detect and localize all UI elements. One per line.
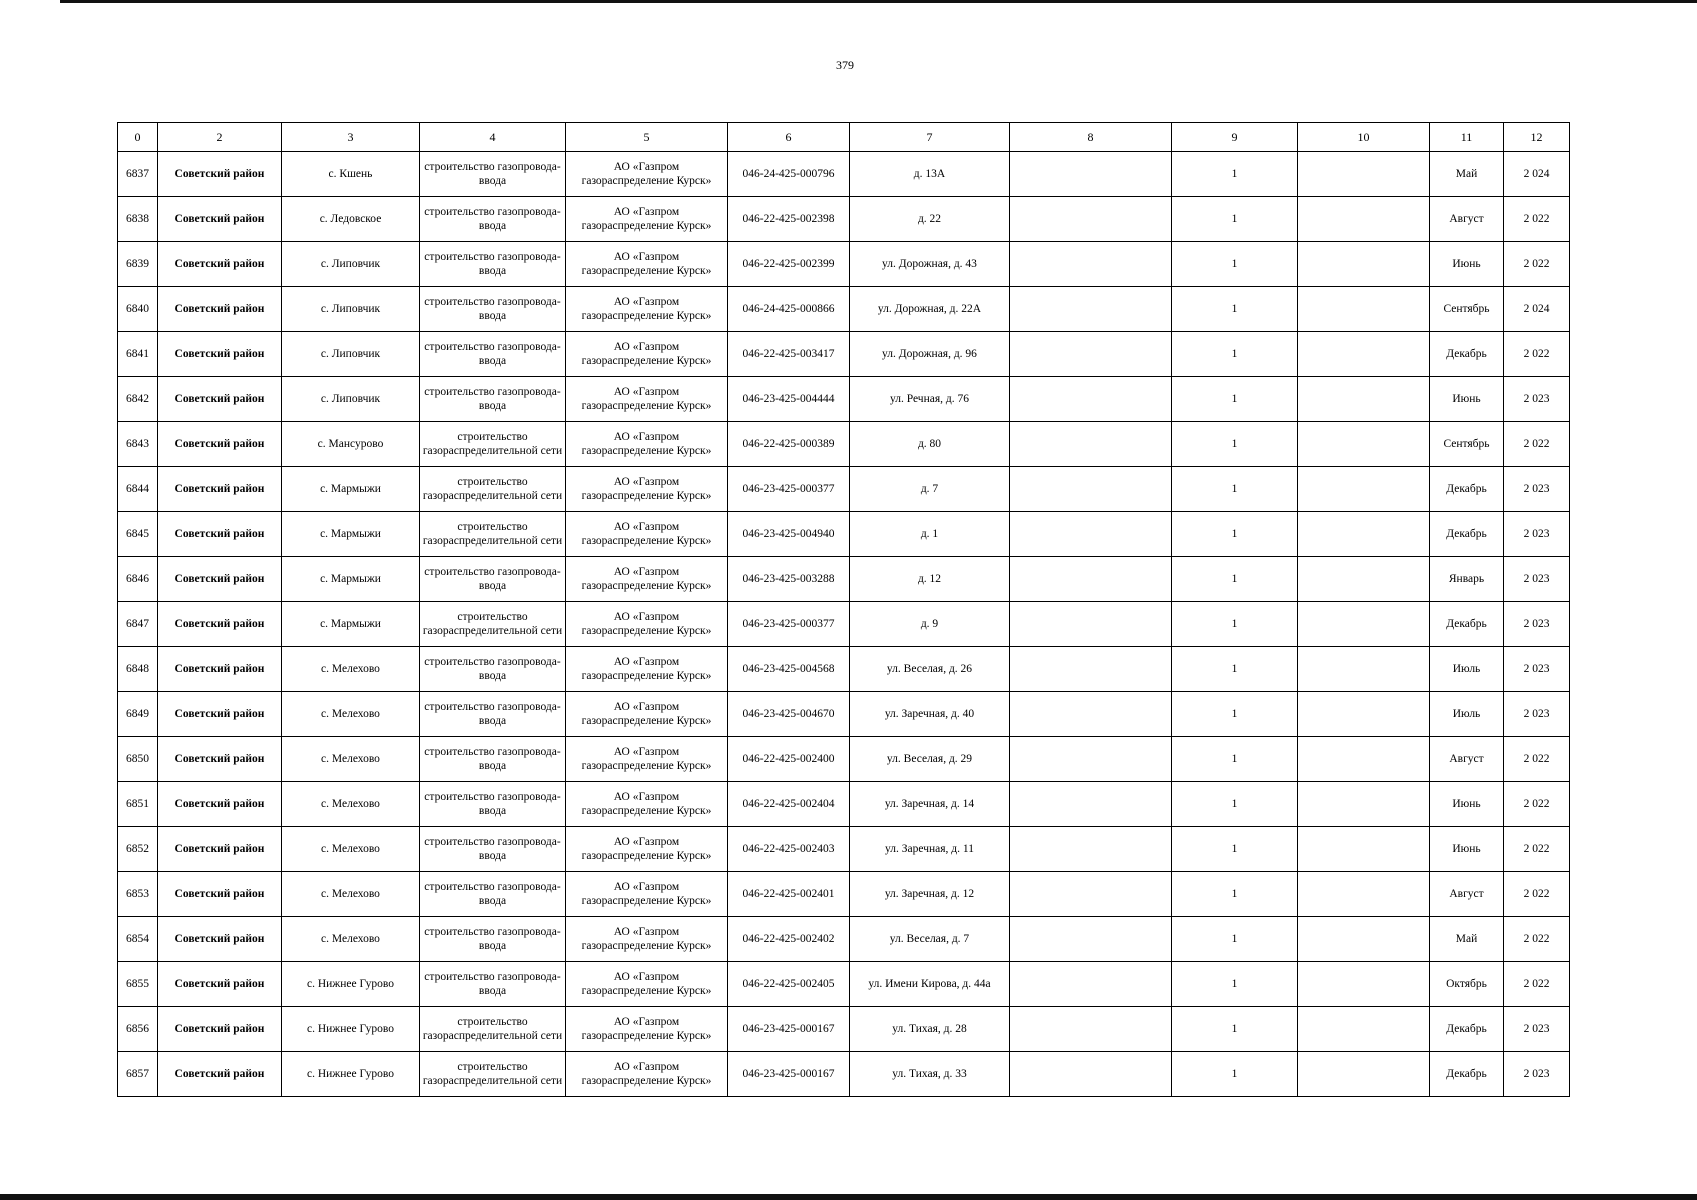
- organization-cell: АО «Газпром газораспределение Курск»: [566, 242, 728, 287]
- header-cell: 6: [728, 123, 850, 152]
- organization-cell: АО «Газпром газораспределение Курск»: [566, 647, 728, 692]
- table-row: [118, 602, 1570, 647]
- settlement-cell: с. Мелехово: [282, 917, 420, 962]
- row-number: 6845: [118, 512, 158, 557]
- scan-bottom-edge: [0, 1194, 1697, 1200]
- organization-cell: АО «Газпром газораспределение Курск»: [566, 692, 728, 737]
- organization-cell: АО «Газпром газораспределение Курск»: [566, 377, 728, 422]
- object-code-cell: 046-23-425-004670: [728, 692, 850, 737]
- col10-cell: [1298, 737, 1430, 782]
- month-cell: Сентябрь: [1430, 287, 1504, 332]
- col8-cell: [1010, 467, 1172, 512]
- table-row: [118, 1007, 1570, 1052]
- row-number: 6852: [118, 827, 158, 872]
- work-type-cell: строительство газопровода-ввода: [420, 197, 566, 242]
- year-cell: 2 023: [1504, 1052, 1570, 1097]
- district-cell: Советский район: [158, 422, 282, 467]
- table-row: [118, 377, 1570, 422]
- object-code-cell: 046-22-425-002403: [728, 827, 850, 872]
- settlement-cell: с. Мармыжи: [282, 602, 420, 647]
- object-code-cell: 046-23-425-004444: [728, 377, 850, 422]
- month-cell: Октябрь: [1430, 962, 1504, 1007]
- row-number: 6857: [118, 1052, 158, 1097]
- district-cell: Советский район: [158, 287, 282, 332]
- object-code-cell: 046-24-425-000796: [728, 152, 850, 197]
- col10-cell: [1298, 422, 1430, 467]
- row-number: 6842: [118, 377, 158, 422]
- col10-cell: [1298, 1052, 1430, 1097]
- row-number: 6849: [118, 692, 158, 737]
- quantity-cell: 1: [1172, 917, 1298, 962]
- row-number: 6843: [118, 422, 158, 467]
- quantity-cell: 1: [1172, 827, 1298, 872]
- address-cell: д. 22: [850, 197, 1010, 242]
- object-code-cell: 046-23-425-004568: [728, 647, 850, 692]
- col10-cell: [1298, 647, 1430, 692]
- settlement-cell: с. Мелехово: [282, 692, 420, 737]
- address-cell: ул. Веселая, д. 26: [850, 647, 1010, 692]
- quantity-cell: 1: [1172, 152, 1298, 197]
- settlement-cell: с. Мелехово: [282, 872, 420, 917]
- year-cell: 2 023: [1504, 377, 1570, 422]
- settlement-cell: с. Мелехово: [282, 737, 420, 782]
- year-cell: 2 024: [1504, 152, 1570, 197]
- table-row: [118, 152, 1570, 197]
- year-cell: 2 024: [1504, 287, 1570, 332]
- settlement-cell: с. Липовчик: [282, 287, 420, 332]
- month-cell: Июль: [1430, 692, 1504, 737]
- year-cell: 2 023: [1504, 1007, 1570, 1052]
- month-cell: Июль: [1430, 647, 1504, 692]
- work-type-cell: строительство газораспределительной сети: [420, 512, 566, 557]
- district-cell: Советский район: [158, 872, 282, 917]
- address-cell: ул. Заречная, д. 12: [850, 872, 1010, 917]
- organization-cell: АО «Газпром газораспределение Курск»: [566, 197, 728, 242]
- row-number: 6840: [118, 287, 158, 332]
- organization-cell: АО «Газпром газораспределение Курск»: [566, 917, 728, 962]
- quantity-cell: 1: [1172, 782, 1298, 827]
- table-row: [118, 1052, 1570, 1097]
- col10-cell: [1298, 557, 1430, 602]
- col8-cell: [1010, 332, 1172, 377]
- quantity-cell: 1: [1172, 287, 1298, 332]
- col8-cell: [1010, 962, 1172, 1007]
- col8-cell: [1010, 782, 1172, 827]
- settlement-cell: с. Мармыжи: [282, 512, 420, 557]
- col8-cell: [1010, 737, 1172, 782]
- address-cell: ул. Речная, д. 76: [850, 377, 1010, 422]
- settlement-cell: с. Ледовское: [282, 197, 420, 242]
- settlement-cell: с. Мармыжи: [282, 467, 420, 512]
- row-number: 6837: [118, 152, 158, 197]
- year-cell: 2 023: [1504, 692, 1570, 737]
- district-cell: Советский район: [158, 782, 282, 827]
- row-number: 6854: [118, 917, 158, 962]
- district-cell: Советский район: [158, 1052, 282, 1097]
- organization-cell: АО «Газпром газораспределение Курск»: [566, 1052, 728, 1097]
- organization-cell: АО «Газпром газораспределение Курск»: [566, 962, 728, 1007]
- register-table: [117, 122, 1570, 1097]
- year-cell: 2 023: [1504, 557, 1570, 602]
- month-cell: Декабрь: [1430, 1052, 1504, 1097]
- work-type-cell: строительство газопровода-ввода: [420, 332, 566, 377]
- table-row: [118, 512, 1570, 557]
- header-cell: 2: [158, 123, 282, 152]
- district-cell: Советский район: [158, 467, 282, 512]
- year-cell: 2 022: [1504, 197, 1570, 242]
- col8-cell: [1010, 242, 1172, 287]
- year-cell: 2 022: [1504, 917, 1570, 962]
- work-type-cell: строительство газопровода-ввода: [420, 827, 566, 872]
- object-code-cell: 046-22-425-002400: [728, 737, 850, 782]
- month-cell: Август: [1430, 872, 1504, 917]
- district-cell: Советский район: [158, 602, 282, 647]
- col10-cell: [1298, 872, 1430, 917]
- month-cell: Июнь: [1430, 827, 1504, 872]
- organization-cell: АО «Газпром газораспределение Курск»: [566, 557, 728, 602]
- work-type-cell: строительство газопровода-ввода: [420, 692, 566, 737]
- col8-cell: [1010, 197, 1172, 242]
- year-cell: 2 022: [1504, 827, 1570, 872]
- quantity-cell: 1: [1172, 737, 1298, 782]
- header-row: [118, 123, 1570, 152]
- object-code-cell: 046-23-425-000377: [728, 467, 850, 512]
- address-cell: ул. Дорожная, д. 43: [850, 242, 1010, 287]
- settlement-cell: с. Мелехово: [282, 782, 420, 827]
- table-row: [118, 737, 1570, 782]
- address-cell: д. 7: [850, 467, 1010, 512]
- col10-cell: [1298, 197, 1430, 242]
- work-type-cell: строительство газопровода-ввода: [420, 737, 566, 782]
- address-cell: ул. Веселая, д. 7: [850, 917, 1010, 962]
- table-row: [118, 962, 1570, 1007]
- year-cell: 2 022: [1504, 422, 1570, 467]
- object-code-cell: 046-22-425-002405: [728, 962, 850, 1007]
- district-cell: Советский район: [158, 692, 282, 737]
- month-cell: Декабрь: [1430, 512, 1504, 557]
- col8-cell: [1010, 1007, 1172, 1052]
- organization-cell: АО «Газпром газораспределение Курск»: [566, 512, 728, 557]
- year-cell: 2 022: [1504, 872, 1570, 917]
- settlement-cell: с. Липовчик: [282, 242, 420, 287]
- col10-cell: [1298, 287, 1430, 332]
- header-cell: 9: [1172, 123, 1298, 152]
- month-cell: Июнь: [1430, 782, 1504, 827]
- row-number: 6847: [118, 602, 158, 647]
- settlement-cell: с. Нижнее Гурово: [282, 962, 420, 1007]
- table-row: [118, 647, 1570, 692]
- settlement-cell: с. Мармыжи: [282, 557, 420, 602]
- address-cell: ул. Тихая, д. 28: [850, 1007, 1010, 1052]
- work-type-cell: строительство газопровода-ввода: [420, 557, 566, 602]
- organization-cell: АО «Газпром газораспределение Курск»: [566, 827, 728, 872]
- month-cell: Июнь: [1430, 377, 1504, 422]
- settlement-cell: с. Нижнее Гурово: [282, 1007, 420, 1052]
- table-row: [118, 782, 1570, 827]
- quantity-cell: 1: [1172, 557, 1298, 602]
- header-cell: 11: [1430, 123, 1504, 152]
- col8-cell: [1010, 512, 1172, 557]
- settlement-cell: с. Мелехово: [282, 827, 420, 872]
- month-cell: Январь: [1430, 557, 1504, 602]
- col10-cell: [1298, 962, 1430, 1007]
- row-number: 6841: [118, 332, 158, 377]
- year-cell: 2 023: [1504, 647, 1570, 692]
- organization-cell: АО «Газпром газораспределение Курск»: [566, 332, 728, 377]
- col8-cell: [1010, 602, 1172, 647]
- quantity-cell: 1: [1172, 467, 1298, 512]
- address-cell: д. 9: [850, 602, 1010, 647]
- row-number: 6844: [118, 467, 158, 512]
- month-cell: Август: [1430, 197, 1504, 242]
- col10-cell: [1298, 152, 1430, 197]
- work-type-cell: строительство газораспределительной сети: [420, 602, 566, 647]
- row-number: 6839: [118, 242, 158, 287]
- col8-cell: [1010, 1052, 1172, 1097]
- object-code-cell: 046-22-425-002404: [728, 782, 850, 827]
- col10-cell: [1298, 1007, 1430, 1052]
- district-cell: Советский район: [158, 557, 282, 602]
- object-code-cell: 046-22-425-002399: [728, 242, 850, 287]
- settlement-cell: с. Мелехово: [282, 647, 420, 692]
- object-code-cell: 046-22-425-002398: [728, 197, 850, 242]
- col8-cell: [1010, 692, 1172, 737]
- organization-cell: АО «Газпром газораспределение Курск»: [566, 872, 728, 917]
- col8-cell: [1010, 422, 1172, 467]
- address-cell: д. 1: [850, 512, 1010, 557]
- object-code-cell: 046-23-425-000167: [728, 1007, 850, 1052]
- district-cell: Советский район: [158, 827, 282, 872]
- district-cell: Советский район: [158, 332, 282, 377]
- address-cell: д. 13А: [850, 152, 1010, 197]
- year-cell: 2 022: [1504, 737, 1570, 782]
- address-cell: ул. Веселая, д. 29: [850, 737, 1010, 782]
- col8-cell: [1010, 557, 1172, 602]
- table-row: [118, 197, 1570, 242]
- month-cell: Декабрь: [1430, 332, 1504, 377]
- organization-cell: АО «Газпром газораспределение Курск»: [566, 1007, 728, 1052]
- table-row: [118, 242, 1570, 287]
- work-type-cell: строительство газопровода-ввода: [420, 287, 566, 332]
- year-cell: 2 023: [1504, 467, 1570, 512]
- work-type-cell: строительство газопровода-ввода: [420, 917, 566, 962]
- district-cell: Советский район: [158, 512, 282, 557]
- address-cell: д. 80: [850, 422, 1010, 467]
- header-cell: 0: [118, 123, 158, 152]
- col10-cell: [1298, 332, 1430, 377]
- col10-cell: [1298, 827, 1430, 872]
- row-number: 6853: [118, 872, 158, 917]
- month-cell: Июнь: [1430, 242, 1504, 287]
- address-cell: ул. Заречная, д. 11: [850, 827, 1010, 872]
- organization-cell: АО «Газпром газораспределение Курск»: [566, 602, 728, 647]
- quantity-cell: 1: [1172, 872, 1298, 917]
- address-cell: ул. Тихая, д. 33: [850, 1052, 1010, 1097]
- header-cell: 10: [1298, 123, 1430, 152]
- quantity-cell: 1: [1172, 377, 1298, 422]
- year-cell: 2 022: [1504, 242, 1570, 287]
- col8-cell: [1010, 152, 1172, 197]
- work-type-cell: строительство газопровода-ввода: [420, 782, 566, 827]
- organization-cell: АО «Газпром газораспределение Курск»: [566, 467, 728, 512]
- month-cell: Декабрь: [1430, 1007, 1504, 1052]
- organization-cell: АО «Газпром газораспределение Курск»: [566, 422, 728, 467]
- address-cell: ул. Имени Кирова, д. 44а: [850, 962, 1010, 1007]
- address-cell: ул. Дорожная, д. 96: [850, 332, 1010, 377]
- table-row: [118, 872, 1570, 917]
- header-cell: 12: [1504, 123, 1570, 152]
- quantity-cell: 1: [1172, 512, 1298, 557]
- row-number: 6855: [118, 962, 158, 1007]
- quantity-cell: 1: [1172, 242, 1298, 287]
- month-cell: Декабрь: [1430, 467, 1504, 512]
- year-cell: 2 022: [1504, 332, 1570, 377]
- quantity-cell: 1: [1172, 1007, 1298, 1052]
- quantity-cell: 1: [1172, 422, 1298, 467]
- quantity-cell: 1: [1172, 1052, 1298, 1097]
- settlement-cell: с. Нижнее Гурово: [282, 1052, 420, 1097]
- month-cell: Май: [1430, 917, 1504, 962]
- district-cell: Советский район: [158, 917, 282, 962]
- table-row: [118, 287, 1570, 332]
- work-type-cell: строительство газораспределительной сети: [420, 1007, 566, 1052]
- table-row: [118, 467, 1570, 512]
- work-type-cell: строительство газопровода-ввода: [420, 962, 566, 1007]
- address-cell: ул. Дорожная, д. 22А: [850, 287, 1010, 332]
- work-type-cell: строительство газораспределительной сети: [420, 467, 566, 512]
- settlement-cell: с. Кшень: [282, 152, 420, 197]
- district-cell: Советский район: [158, 962, 282, 1007]
- col8-cell: [1010, 827, 1172, 872]
- year-cell: 2 023: [1504, 512, 1570, 557]
- row-number: 6850: [118, 737, 158, 782]
- col10-cell: [1298, 242, 1430, 287]
- header-cell: 7: [850, 123, 1010, 152]
- organization-cell: АО «Газпром газораспределение Курск»: [566, 782, 728, 827]
- col8-cell: [1010, 377, 1172, 422]
- col10-cell: [1298, 512, 1430, 557]
- district-cell: Советский район: [158, 197, 282, 242]
- table-row: [118, 692, 1570, 737]
- month-cell: Май: [1430, 152, 1504, 197]
- quantity-cell: 1: [1172, 332, 1298, 377]
- quantity-cell: 1: [1172, 692, 1298, 737]
- district-cell: Советский район: [158, 647, 282, 692]
- col10-cell: [1298, 782, 1430, 827]
- district-cell: Советский район: [158, 737, 282, 782]
- organization-cell: АО «Газпром газораспределение Курск»: [566, 287, 728, 332]
- object-code-cell: 046-22-425-002402: [728, 917, 850, 962]
- table-row: [118, 827, 1570, 872]
- object-code-cell: 046-22-425-002401: [728, 872, 850, 917]
- work-type-cell: строительство газораспределительной сети: [420, 422, 566, 467]
- quantity-cell: 1: [1172, 602, 1298, 647]
- row-number: 6838: [118, 197, 158, 242]
- object-code-cell: 046-24-425-000866: [728, 287, 850, 332]
- address-cell: ул. Заречная, д. 14: [850, 782, 1010, 827]
- header-cell: 4: [420, 123, 566, 152]
- object-code-cell: 046-22-425-000389: [728, 422, 850, 467]
- row-number: 6856: [118, 1007, 158, 1052]
- table-row: [118, 557, 1570, 602]
- object-code-cell: 046-23-425-000167: [728, 1052, 850, 1097]
- quantity-cell: 1: [1172, 647, 1298, 692]
- row-number: 6846: [118, 557, 158, 602]
- district-cell: Советский район: [158, 242, 282, 287]
- table-row: [118, 422, 1570, 467]
- district-cell: Советский район: [158, 1007, 282, 1052]
- settlement-cell: с. Липовчик: [282, 377, 420, 422]
- quantity-cell: 1: [1172, 197, 1298, 242]
- col8-cell: [1010, 647, 1172, 692]
- settlement-cell: с. Мансурово: [282, 422, 420, 467]
- year-cell: 2 023: [1504, 602, 1570, 647]
- col10-cell: [1298, 377, 1430, 422]
- scan-top-edge: [60, 0, 1697, 3]
- organization-cell: АО «Газпром газораспределение Курск»: [566, 737, 728, 782]
- work-type-cell: строительство газопровода-ввода: [420, 152, 566, 197]
- work-type-cell: строительство газопровода-ввода: [420, 377, 566, 422]
- col8-cell: [1010, 872, 1172, 917]
- row-number: 6851: [118, 782, 158, 827]
- month-cell: Декабрь: [1430, 602, 1504, 647]
- year-cell: 2 022: [1504, 962, 1570, 1007]
- district-cell: Советский район: [158, 152, 282, 197]
- organization-cell: АО «Газпром газораспределение Курск»: [566, 152, 728, 197]
- col10-cell: [1298, 602, 1430, 647]
- col8-cell: [1010, 287, 1172, 332]
- page-number: 379: [836, 58, 854, 72]
- col10-cell: [1298, 692, 1430, 737]
- address-cell: д. 12: [850, 557, 1010, 602]
- month-cell: Сентябрь: [1430, 422, 1504, 467]
- table-row: [118, 332, 1570, 377]
- address-cell: ул. Заречная, д. 40: [850, 692, 1010, 737]
- object-code-cell: 046-22-425-003417: [728, 332, 850, 377]
- col8-cell: [1010, 917, 1172, 962]
- header-cell: 3: [282, 123, 420, 152]
- quantity-cell: 1: [1172, 962, 1298, 1007]
- settlement-cell: с. Липовчик: [282, 332, 420, 377]
- district-cell: Советский район: [158, 377, 282, 422]
- work-type-cell: строительство газопровода-ввода: [420, 872, 566, 917]
- work-type-cell: строительство газопровода-ввода: [420, 647, 566, 692]
- col10-cell: [1298, 467, 1430, 512]
- work-type-cell: строительство газопровода-ввода: [420, 242, 566, 287]
- object-code-cell: 046-23-425-000377: [728, 602, 850, 647]
- year-cell: 2 022: [1504, 782, 1570, 827]
- table-row: [118, 917, 1570, 962]
- object-code-cell: 046-23-425-004940: [728, 512, 850, 557]
- header-cell: 8: [1010, 123, 1172, 152]
- work-type-cell: строительство газораспределительной сети: [420, 1052, 566, 1097]
- row-number: 6848: [118, 647, 158, 692]
- col10-cell: [1298, 917, 1430, 962]
- header-cell: 5: [566, 123, 728, 152]
- month-cell: Август: [1430, 737, 1504, 782]
- object-code-cell: 046-23-425-003288: [728, 557, 850, 602]
